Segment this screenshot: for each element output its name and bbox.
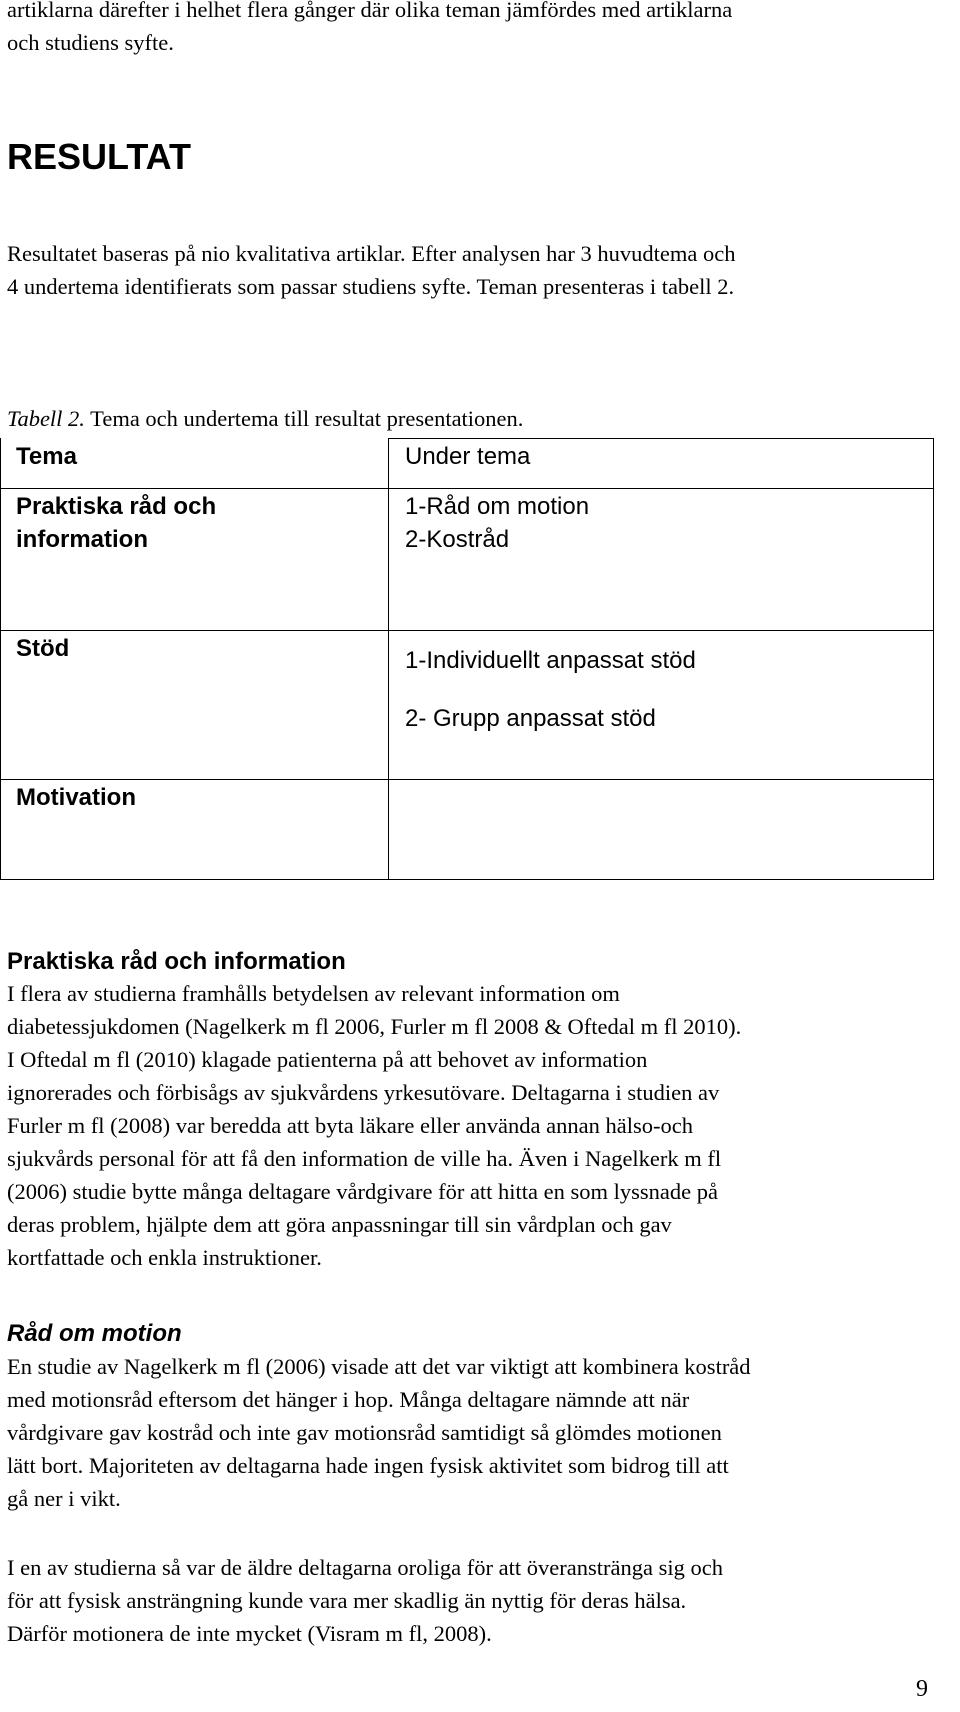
page-number: 9 (916, 1676, 928, 1702)
section-heading-praktiska: Praktiska råd och information (7, 948, 346, 975)
text-line: 4 undertema identifierats som passar studiens syfte. Teman presenteras i tabell 2. (7, 274, 735, 299)
table-header-subtheme: Under tema (405, 443, 531, 470)
paragraph-rad-om-motion (7, 1350, 952, 1515)
section-heading-rad-om-motion: Råd om motion (7, 1320, 182, 1347)
table-row-divider (0, 630, 934, 631)
text-line: deras problem, hjälpte dem att göra anpassningar till sin vårdplan och gav (7, 1212, 672, 1237)
table-caption-label: Tabell 2. (7, 406, 85, 431)
paragraph-praktiska (7, 977, 952, 1274)
text-line: (2006) studie bytte många deltagare vårdgivare för att hitta en som lyssnade på (7, 1179, 719, 1204)
text-line: En studie av Nagelkerk m fl (2006) visade att det var viktigt att kombinera kostråd (7, 1354, 751, 1379)
text-line: I en av studierna så var de äldre deltagarna oroliga för att överanstränga sig och (7, 1555, 723, 1580)
table-caption-text: Tema och undertema till resultat presentationen. (84, 406, 524, 431)
text-line: med motionsråd eftersom det hänger i hop. Många deltagare nämnde att när (7, 1387, 690, 1412)
table-cell-theme: Motivation (16, 784, 136, 811)
text-line: vårdgivare gav kostråd och inte gav motionsråd samtidigt så glömdes motionen (7, 1420, 722, 1445)
text-line: Resultatet baseras på nio kvalitativa artiklar. Efter analysen har 3 huvudtema och (7, 241, 736, 266)
text-line: för att fysisk ansträngning kunde vara mer skadlig än nyttig för deras hälsa. (7, 1588, 687, 1613)
table-cell-subtheme: 1-Råd om motion 2-Kostråd (405, 493, 590, 553)
result-paragraph (7, 237, 952, 303)
text-line: kortfattade och enkla instruktioner. (7, 1245, 322, 1270)
table-row-divider (0, 488, 934, 489)
table-cell-theme: Stöd (16, 635, 70, 662)
intro-paragraph (7, 0, 952, 59)
section-heading-result: RESULTAT (7, 136, 191, 177)
text-line: I Oftedal m fl (2010) klagade patienterna på att behovet av information (7, 1047, 648, 1072)
table-border-right (933, 438, 934, 880)
table-row-divider (0, 779, 934, 780)
text-line: Därför motionera de inte mycket (Visram m fl, 2008). (7, 1621, 492, 1646)
table-header-theme: Tema (16, 443, 77, 470)
table-border-top (388, 438, 934, 439)
text-line: lätt bort. Majoriteten av deltagarna hade ingen fysisk aktivitet som bidrog till att (7, 1453, 729, 1478)
text-line: I flera av studierna framhålls betydelsen av relevant information om (7, 981, 620, 1006)
text-line: och studiens syfte. (7, 30, 174, 55)
table-border-bottom (0, 879, 934, 880)
text-line: diabetessjukdomen (Nagelkerk m fl 2006, Furler m fl 2008 & Oftedal m fl 2010). (7, 1014, 742, 1039)
paragraph-rad-om-motion-2 (7, 1551, 952, 1650)
text-line: Furler m fl (2008) var beredda att byta läkare eller använda annan hälso-och (7, 1113, 693, 1138)
table-border-left (0, 438, 1, 880)
text-line: sjukvårds personal för att få den information de ville ha. Även i Nagelkerk m fl (7, 1146, 722, 1171)
table-column-divider (388, 438, 389, 880)
text-line: ignorerades och förbisågs av sjukvårdens yrkesutövare. Deltagarna i studien av (7, 1080, 720, 1105)
table-caption (7, 402, 523, 435)
text-line: gå ner i vikt. (7, 1486, 121, 1511)
text-line: artiklarna därefter i helhet flera gånger där olika teman jämfördes med artiklarna (7, 0, 733, 22)
table-cell-theme: Praktiska råd och information (16, 493, 217, 553)
table-cell-subtheme: 1-Individuellt anpassat stöd 2- Grupp anpassat stöd (405, 647, 696, 732)
